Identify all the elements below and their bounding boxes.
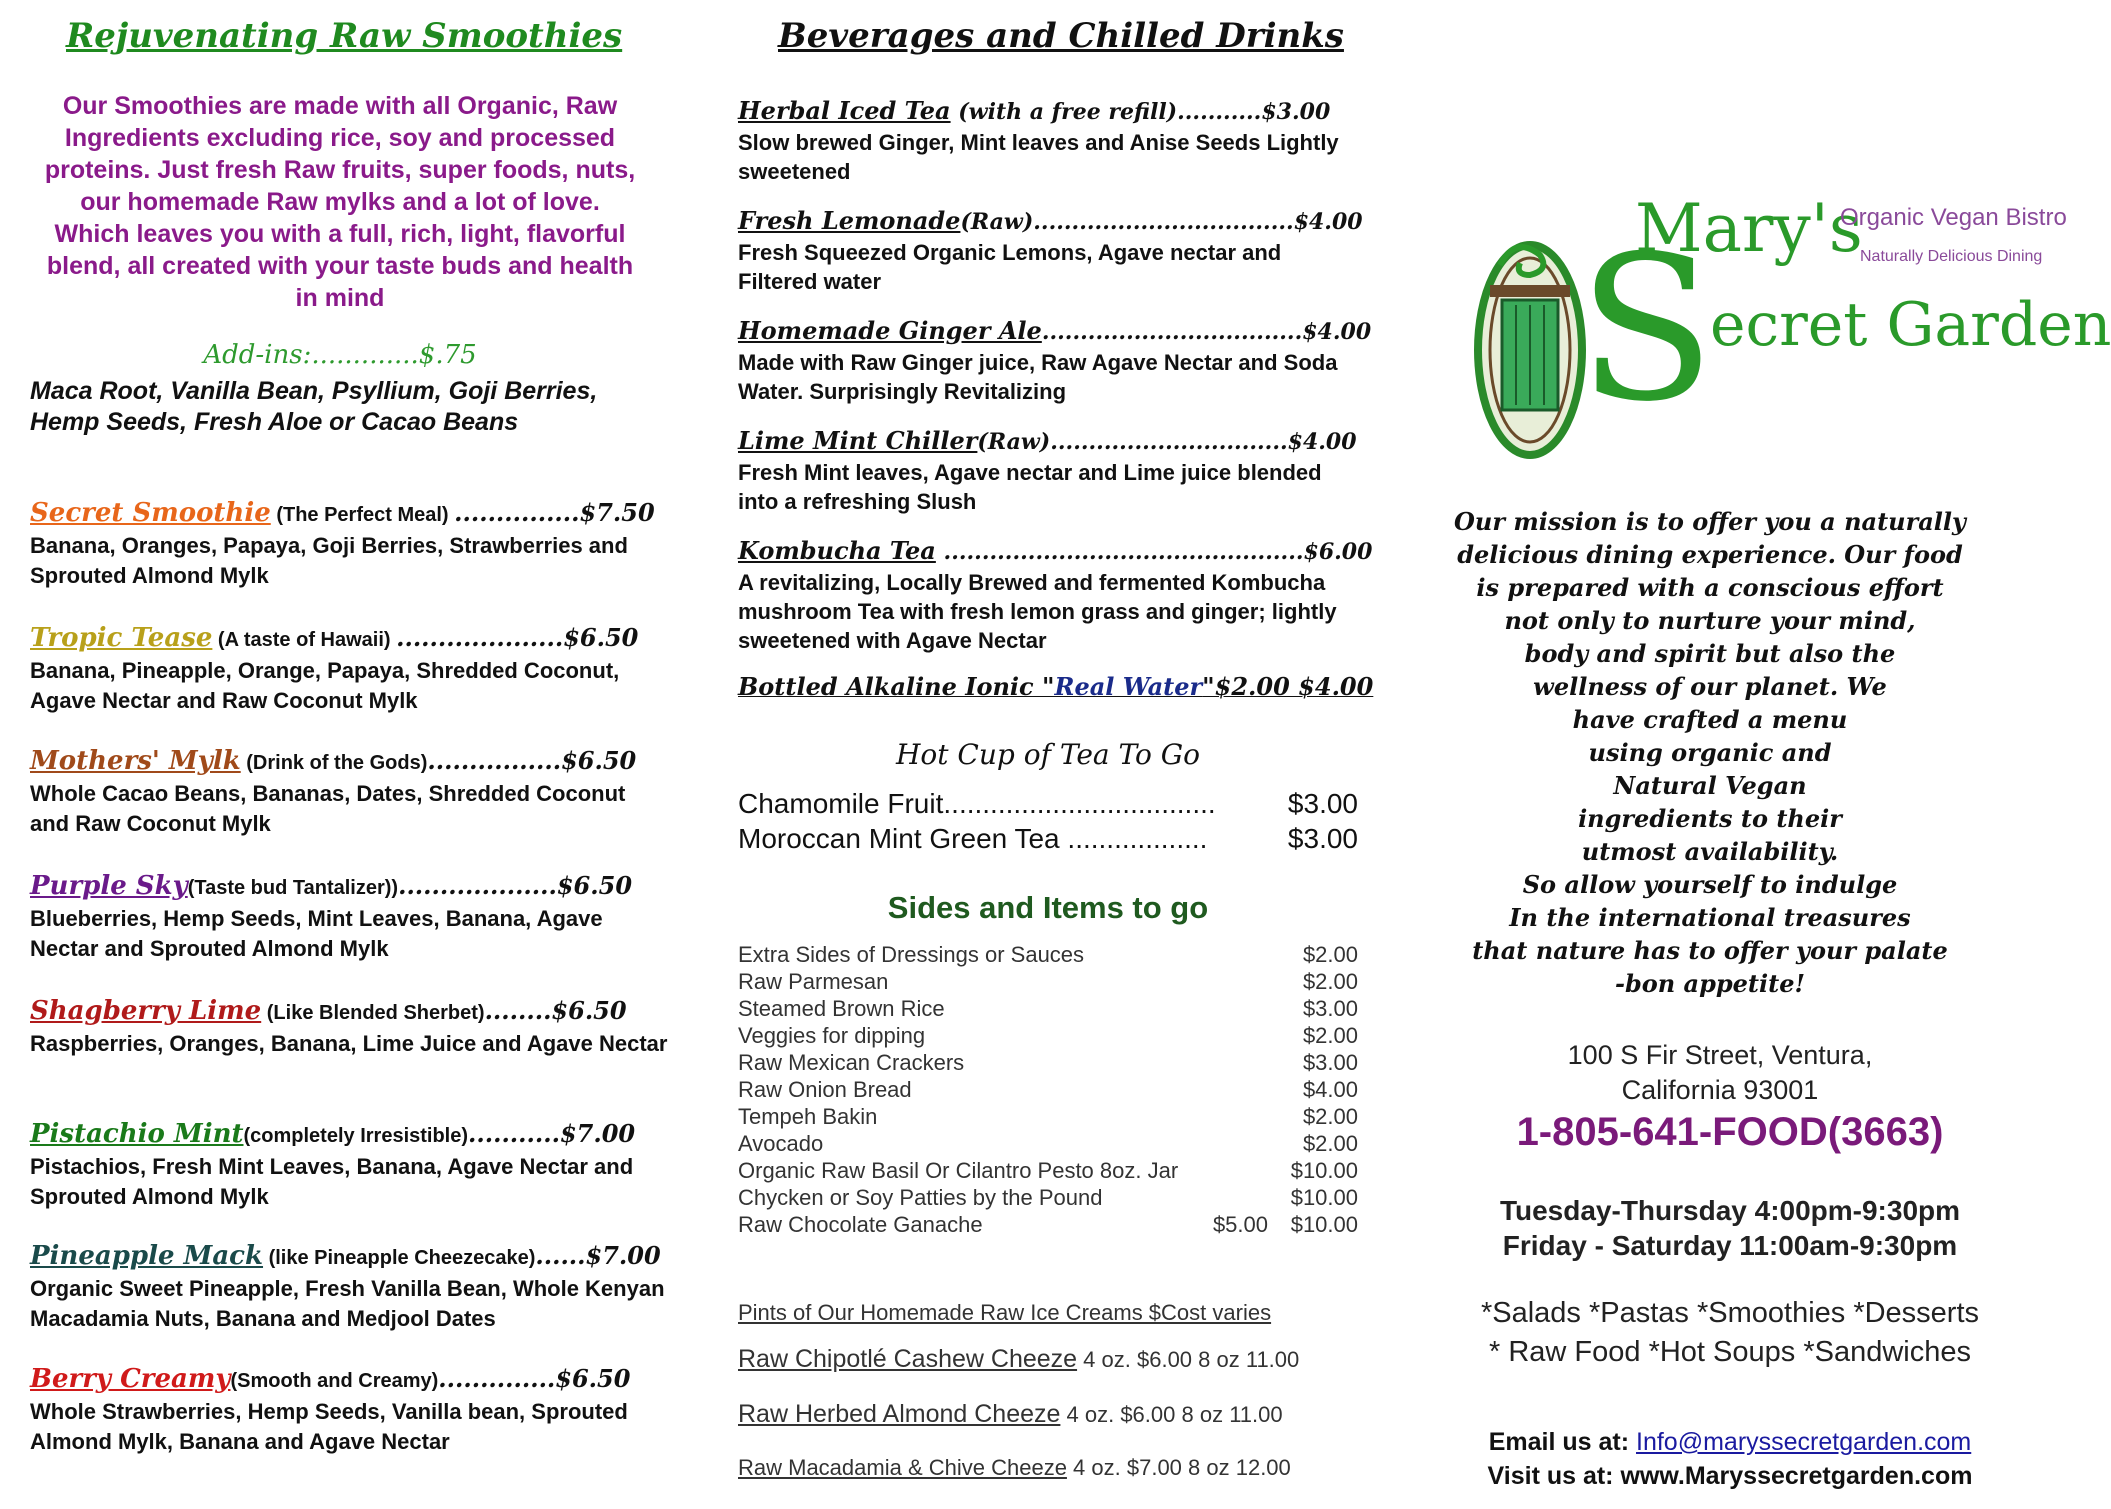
mission-line: ingredients to their: [1578, 804, 1842, 833]
beverages-title: Beverages and Chilled Drinks: [778, 16, 1344, 56]
cheeze-name: Raw Macadamia & Chive Cheeze: [738, 1455, 1067, 1480]
beverage-item: [738, 95, 1363, 186]
sides-title: Sides and Items to go: [887, 890, 1209, 925]
smoothie-price: $7.00: [585, 1241, 661, 1270]
side-name: Extra Sides of Dressings or Sauces: [738, 942, 1085, 967]
smoothie-note: (Drink of the Gods): [240, 752, 428, 774]
cheeze-prices: 4 oz. $6.00 8 oz 11.00: [1077, 1347, 1300, 1372]
beverage-note: (Raw): [977, 429, 1051, 455]
cheeze-name: Raw Herbed Almond Cheeze: [738, 1400, 1061, 1428]
email-label: Email us at:: [1488, 1428, 1637, 1456]
smoothie-name: Shagberry Lime: [30, 996, 262, 1026]
smoothie-price: $6.50: [551, 996, 627, 1025]
smoothie-price: $6.50: [555, 1364, 631, 1393]
brand-initial: S: [1578, 213, 1716, 446]
beverage-description: Slow brewed Ginger, Mint leaves and Anise Seeds Lightly sweetened: [738, 130, 1339, 184]
address-line2: California 93001: [1621, 1075, 1819, 1105]
smoothie-name: Pineapple Mack: [30, 1241, 264, 1271]
smoothie-description: Banana, Oranges, Papaya, Goji Berries, Strawberries and Sprouted Almond Mylk: [30, 533, 628, 588]
smoothie-item: [30, 622, 670, 716]
bottled-water-item: [738, 672, 1373, 701]
side-name: Chycken or Soy Patties by the Pound: [738, 1185, 1103, 1210]
cheeze-item: [738, 1455, 1363, 1481]
beverage-item: [738, 425, 1363, 516]
mission-line: Natural Vegan: [1613, 771, 1807, 800]
mission-line: wellness of our planet. We: [1533, 672, 1887, 701]
bottled-water-price: "$2.00 $4.00: [1202, 672, 1374, 701]
beverage-name: Homemade Ginger Ale: [738, 316, 1042, 345]
side-price: $3.00: [1302, 1050, 1358, 1075]
smoothie-price: $6.50: [563, 623, 639, 652]
beverage-price: $4.00: [1287, 429, 1357, 455]
beverage-price: $4.00: [1302, 319, 1372, 345]
smoothie-price: $7.00: [559, 1119, 636, 1148]
website-line[interactable]: Visit us at: www.Maryssecretgarden.com: [1487, 1462, 1973, 1490]
hot-tea-name: Chamomile Fruit...................................: [738, 788, 1216, 819]
mission-line: Our mission is to offer you a naturally: [1454, 507, 1966, 536]
side-name: Avocado: [738, 1131, 824, 1156]
smoothie-description: Pistachios, Fresh Mint Leaves, Banana, Agave Nectar and Sprouted Almond Mylk: [30, 1154, 634, 1209]
side-price: $2.00: [1302, 1104, 1358, 1129]
smoothie-dots: ..............: [438, 1364, 556, 1393]
smoothie-description: Whole Strawberries, Hemp Seeds, Vanilla bean, Sprouted Almond Mylk, Banana and Agave Nectar: [30, 1399, 628, 1454]
beverage-dots: ...........: [1177, 99, 1262, 125]
mission-line: have crafted a menu: [1572, 705, 1848, 734]
side-price: $10.00: [1290, 1158, 1358, 1183]
beverage-name: Lime Mint Chiller: [738, 426, 978, 455]
smoothie-item: [30, 497, 670, 591]
side-item: [738, 1050, 1358, 1077]
side-item: [738, 1104, 1358, 1131]
side-item: [738, 1077, 1358, 1104]
smoothie-description: Raspberries, Oranges, Banana, Lime Juice and Agave Nectar: [30, 1031, 668, 1056]
side-price: $2.00: [1302, 969, 1358, 994]
hot-tea-title: Hot Cup of Tea To Go: [896, 738, 1200, 771]
smoothie-price: $6.50: [561, 746, 637, 775]
mission-line: -bon appetite!: [1614, 969, 1806, 998]
beverage-dots: ...............................: [1050, 429, 1288, 455]
smoothie-note: (A taste of Hawaii): [212, 629, 397, 651]
side-price: $2.00: [1302, 942, 1358, 967]
smoothie-description: Whole Cacao Beans, Bananas, Dates, Shredded Coconut and Raw Coconut Mylk: [30, 781, 626, 836]
logo: [1460, 190, 2111, 490]
beverage-price: $3.00: [1261, 99, 1331, 125]
mission-line: is prepared with a conscious effort: [1476, 573, 1944, 602]
smoothie-description: Blueberries, Hemp Seeds, Mint Leaves, Banana, Agave Nectar and Sprouted Almond Mylk: [30, 906, 603, 961]
smoothie-name: Mothers' Mylk: [30, 746, 241, 776]
addins-label: Add-ins:.............$.75: [203, 340, 477, 370]
side-name: Raw Parmesan: [738, 969, 889, 994]
side-name: Raw Onion Bread: [738, 1077, 912, 1102]
beverage-dots: ..................................: [1033, 209, 1294, 235]
phone-number[interactable]: 1-805-641-FOOD(3663): [1516, 1110, 1944, 1154]
beverage-description: Made with Raw Ginger juice, Raw Agave Nectar and Soda Water. Surprisingly Revitalizing: [738, 350, 1338, 404]
mission-line: In the international treasures: [1509, 903, 1911, 932]
smoothie-item: [30, 995, 670, 1059]
brand-name-line1: Mary's: [1635, 190, 1863, 267]
mission-line: body and spirit but also the: [1524, 639, 1896, 668]
email-link[interactable]: Info@maryssecretgarden.com: [1636, 1428, 1972, 1456]
brand-name-rest: ecret Garden: [1710, 290, 2111, 360]
smoothie-name: Secret Smoothie: [30, 498, 271, 528]
beverage-note: (Raw): [960, 209, 1034, 235]
hot-tea-price: $3.00: [1287, 823, 1358, 854]
side-price: $10.00: [1290, 1212, 1358, 1237]
cheeze-prices: 4 oz. $7.00 8 oz 12.00: [1066, 1455, 1291, 1480]
cheeze-prices: 4 oz. $6.00 8 oz 11.00: [1060, 1402, 1283, 1427]
smoothie-dots: ........: [484, 996, 552, 1025]
smoothie-dots: ......: [535, 1241, 586, 1270]
smoothie-item: [30, 1118, 670, 1212]
hours-line2: Friday - Saturday 11:00am-9:30pm: [1502, 1230, 1958, 1261]
bottled-water-name: Bottled Alkaline Ionic ": [738, 672, 1055, 701]
hours-line1: Tuesday-Thursday 4:00pm-9:30pm: [1499, 1195, 1961, 1226]
smoothie-description: Banana, Pineapple, Orange, Papaya, Shredded Coconut, Agave Nectar and Raw Coconut Mylk: [30, 658, 620, 713]
addins-text: Maca Root, Vanilla Bean, Psyllium, Goji Berries, Hemp Seeds, Fresh Aloe or Cacao Beans: [30, 377, 598, 436]
smoothie-note: (like Pineapple Cheezecake): [263, 1247, 536, 1269]
smoothie-name: Tropic Tease: [30, 623, 213, 653]
beverage-description: Fresh Mint leaves, Agave nectar and Lime juice blended into a refreshing Slush: [738, 460, 1322, 514]
side-name: Raw Mexican Crackers: [738, 1050, 965, 1075]
mission-line: utmost availability.: [1581, 837, 1839, 866]
smoothie-note: (Smooth and Creamy): [230, 1370, 439, 1392]
hot-tea-item: [738, 788, 1358, 820]
beverage-dots: ...............................................: [943, 539, 1304, 565]
beverage-price: $4.00: [1293, 209, 1363, 235]
side-item: [738, 1158, 1358, 1185]
side-item: [738, 1023, 1358, 1050]
beverage-item: [738, 315, 1372, 406]
side-name: Organic Raw Basil Or Cilantro Pesto 8oz. Jar: [738, 1158, 1179, 1183]
features-line1: *Salads *Pastas *Smoothies *Desserts: [1480, 1297, 1980, 1329]
hot-tea-price: $3.00: [1287, 788, 1358, 819]
smoothie-dots: ................: [427, 746, 562, 775]
side-price: $3.00: [1302, 996, 1358, 1021]
brand-subtagline: Naturally Delicious Dining: [1860, 248, 2043, 265]
bottled-water-brand: Real Water: [1054, 672, 1203, 701]
cheeze-item: [738, 1345, 1363, 1374]
smoothie-name: Pistachio Mint: [30, 1119, 244, 1149]
beverage-note: (with a free refill): [950, 99, 1178, 125]
smoothies-intro: Our Smoothies are made with all Organic, Raw Ingredients excluding rice, soy and processed proteins. Just fresh Raw fruits, super foods, nuts, our homemade Raw mylks and a lot of love. Which leaves you with a full, rich, light, flavorful blend, all created with your taste buds and health in mind: [44, 92, 636, 312]
beverage-name: Fresh Lemonade: [738, 206, 961, 235]
smoothie-dots: ....................: [396, 623, 564, 652]
smoothie-note: (The Perfect Meal): [270, 504, 455, 526]
smoothies-title: Rejuvenating Raw Smoothies: [66, 16, 623, 56]
hot-tea-item: [738, 823, 1358, 855]
beverage-name: Kombucha Tea: [738, 536, 936, 565]
smoothie-name: Berry Creamy: [30, 1364, 231, 1394]
beverage-dots: ..................................: [1041, 319, 1303, 345]
ice-cream-pints-line: Pints of Our Homemade Raw Ice Creams $Cost varies: [738, 1300, 1272, 1325]
mission-line: not only to nurture your mind,: [1504, 606, 1916, 635]
smoothie-price: $6.50: [556, 871, 633, 900]
cheeze-item: [738, 1400, 1363, 1429]
side-price: $4.00: [1302, 1077, 1358, 1102]
side-price: $2.00: [1302, 1131, 1358, 1156]
side-price-small: $5.00: [1212, 1212, 1268, 1237]
side-item: [738, 996, 1358, 1023]
smoothie-dots: ...........: [468, 1119, 560, 1148]
smoothie-item: [30, 1363, 670, 1457]
smoothie-dots: ...................: [398, 871, 557, 900]
beverage-item: [738, 205, 1363, 296]
features-line2: * Raw Food *Hot Soups *Sandwiches: [1489, 1336, 1971, 1368]
beverage-note: [936, 539, 944, 565]
smoothie-note: (completely Irresistible): [243, 1125, 469, 1147]
smoothie-item: [30, 745, 670, 839]
smoothie-price: $7.50: [579, 498, 655, 527]
mission-line: delicious dining experience. Our food: [1457, 540, 1963, 569]
side-name: Veggies for dipping: [738, 1023, 926, 1048]
mission-line: So allow yourself to indulge: [1522, 870, 1898, 899]
mission-line: using organic and: [1588, 738, 1832, 767]
side-item: [738, 1131, 1358, 1158]
side-item: [738, 1185, 1358, 1212]
smoothie-item: [30, 870, 670, 964]
smoothie-description: Organic Sweet Pineapple, Fresh Vanilla Bean, Whole Kenyan Macadamia Nuts, Banana and Medjool Dates: [30, 1276, 665, 1331]
beverage-item: [738, 535, 1373, 655]
mission-line: that nature has to offer your palate: [1472, 936, 1948, 965]
brand-tagline: Organic Vegan Bistro: [1840, 204, 2067, 231]
beverage-description: A revitalizing, Locally Brewed and fermented Kombucha mushroom Tea with fresh lemon grass and ginger; lightly sweetened with Agave Nectar: [738, 570, 1337, 653]
beverage-price: $6.00: [1303, 539, 1373, 565]
side-name: Raw Chocolate Ganache: [738, 1212, 983, 1237]
side-name: Tempeh Bakin: [738, 1104, 878, 1129]
smoothie-note: (Like Blended Sherbet): [261, 1002, 485, 1024]
side-item: [738, 969, 1358, 996]
cheeze-name: Raw Chipotlé Cashew Cheeze: [738, 1345, 1078, 1373]
side-item: [738, 1212, 1358, 1239]
beverage-description: Fresh Squeezed Organic Lemons, Agave nectar and Filtered water: [738, 240, 1282, 294]
smoothie-item: [30, 1240, 670, 1334]
email-row: [1430, 1428, 2030, 1457]
hot-tea-name: Moroccan Mint Green Tea ..................: [738, 823, 1208, 854]
mission-statement: [1430, 505, 1990, 1000]
address-line1: 100 S Fir Street, Ventura,: [1567, 1040, 1873, 1070]
beverage-name: Herbal Iced Tea: [738, 96, 951, 125]
smoothie-dots: ...............: [454, 498, 580, 527]
side-price: $2.00: [1302, 1023, 1358, 1048]
side-name: Steamed Brown Rice: [738, 996, 945, 1021]
smoothie-name: Purple Sky: [30, 871, 188, 901]
smoothie-note: (Taste bud Tantalizer)): [187, 877, 399, 899]
side-price: $10.00: [1290, 1185, 1358, 1210]
side-item: [738, 942, 1358, 969]
